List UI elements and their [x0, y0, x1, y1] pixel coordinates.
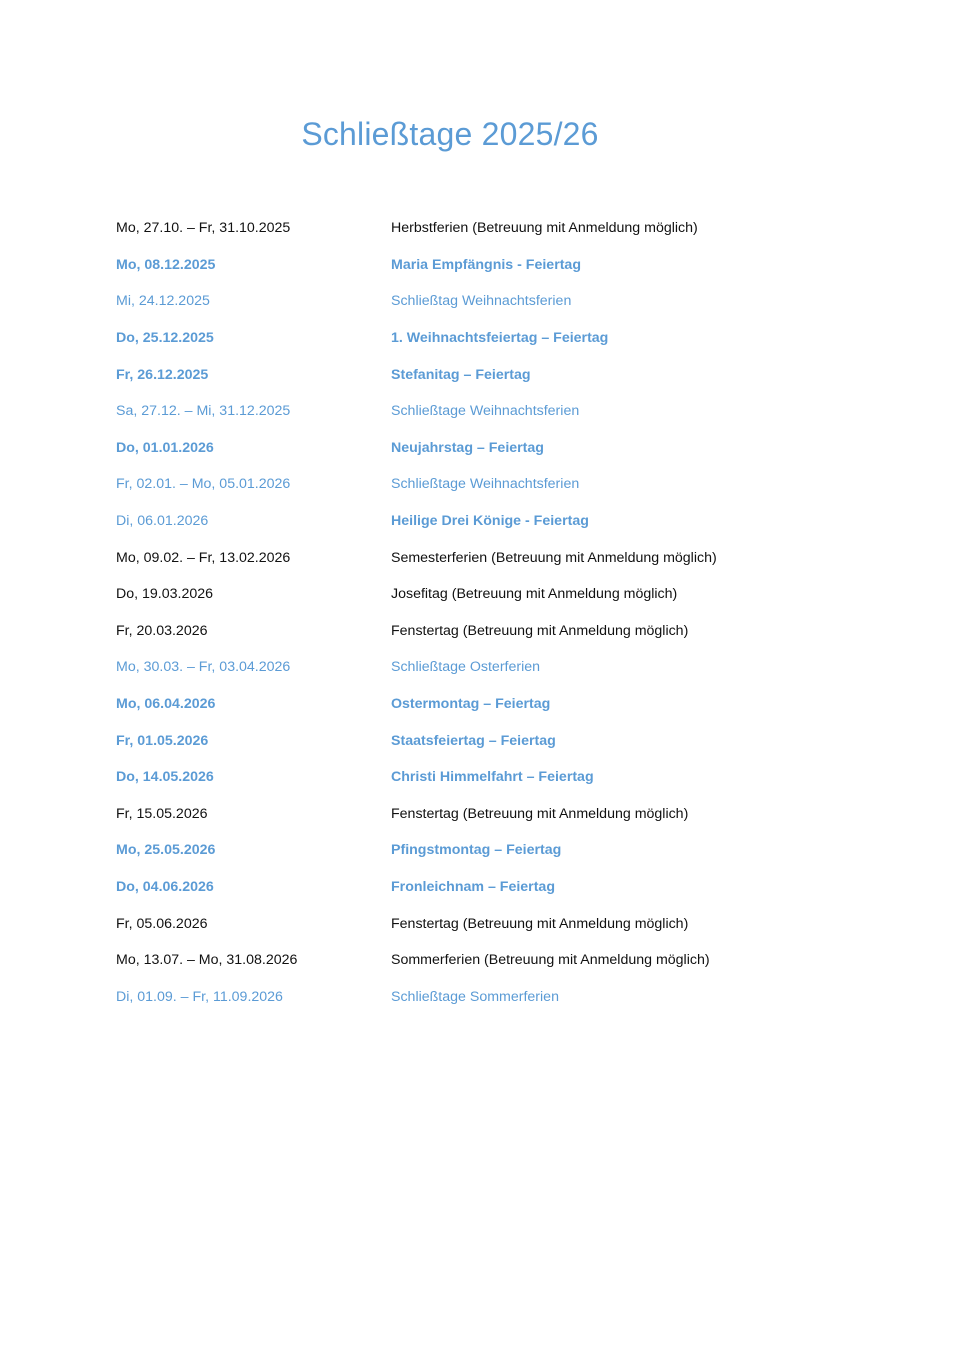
entry-date: Sa, 27.12. – Mi, 31.12.2025: [116, 403, 291, 420]
entry-date: Do, 19.03.2026: [116, 586, 214, 603]
list-item: [116, 576, 876, 613]
entry-date: Fr, 02.01. – Mo, 05.01.2026: [116, 476, 291, 493]
page-title: Schließtage 2025/26: [301, 116, 599, 152]
entry-description: Fenstertag (Betreuung mit Anmeldung möglich): [391, 805, 689, 822]
entry-description: Schließtage Osterferien: [391, 659, 541, 676]
list-item: [116, 869, 876, 906]
list-item: [116, 905, 876, 942]
entry-date: Fr, 05.06.2026: [116, 915, 208, 932]
list-item: [116, 978, 876, 1015]
entry-description: Josefitag (Betreuung mit Anmeldung möglich): [391, 586, 678, 603]
list-item: [116, 247, 876, 284]
entry-date: Mi, 24.12.2025: [116, 293, 210, 310]
entry-description: Schließtage Sommerferien: [391, 988, 559, 1005]
list-item: [116, 613, 876, 650]
entry-description: Schließtage Weihnachtsferien: [391, 403, 580, 420]
entry-date: Fr, 01.05.2026: [116, 732, 209, 749]
list-item: [116, 942, 876, 979]
entry-date: Do, 01.01.2026: [116, 439, 214, 456]
entry-description: Stefanitag – Feiertag: [391, 366, 531, 383]
entry-date: Mo, 09.02. – Fr, 13.02.2026: [116, 549, 291, 566]
list-item: [116, 796, 876, 833]
entry-description: Heilige Drei Könige - Feiertag: [391, 513, 589, 530]
entry-description: Maria Empfängnis - Feiertag: [391, 256, 581, 273]
entry-date: Di, 01.09. – Fr, 11.09.2026: [116, 988, 283, 1005]
list-item: [116, 283, 876, 320]
entry-description: Fenstertag (Betreuung mit Anmeldung möglich): [391, 915, 689, 932]
entry-date: Di, 06.01.2026: [116, 513, 209, 530]
entry-description: Sommerferien (Betreuung mit Anmeldung möglich): [391, 952, 710, 969]
entry-description: Semesterferien (Betreuung mit Anmeldung möglich): [391, 549, 717, 566]
entry-description: Herbstferien (Betreuung mit Anmeldung möglich): [391, 220, 698, 237]
entry-date: Do, 25.12.2025: [116, 330, 214, 347]
entry-date: Mo, 06.04.2026: [116, 696, 216, 713]
entry-date: Fr, 26.12.2025: [116, 366, 209, 383]
entry-description: Neujahrstag – Feiertag: [391, 439, 544, 456]
list-item: [116, 649, 876, 686]
entry-description: Schließtag Weihnachtsferien: [391, 293, 572, 310]
list-item: [116, 430, 876, 467]
entry-date: Mo, 25.05.2026: [116, 842, 216, 859]
entry-date: Mo, 13.07. – Mo, 31.08.2026: [116, 952, 298, 969]
list-item: [116, 759, 876, 796]
entry-date: Mo, 08.12.2025: [116, 256, 216, 273]
entry-date: Fr, 20.03.2026: [116, 622, 208, 639]
entry-description: Ostermontag – Feiertag: [391, 696, 551, 713]
list-item: [116, 356, 876, 393]
entry-date: Mo, 30.03. – Fr, 03.04.2026: [116, 659, 291, 676]
list-item: [116, 686, 876, 723]
list-item: [116, 320, 876, 357]
entry-description: Schließtage Weihnachtsferien: [391, 476, 580, 493]
list-item: [116, 393, 876, 430]
list-item: [116, 539, 876, 576]
list-item: [116, 832, 876, 869]
entry-date: Fr, 15.05.2026: [116, 805, 208, 822]
entry-description: 1. Weihnachtsfeiertag – Feiertag: [391, 330, 609, 347]
list-item: [116, 466, 876, 503]
entry-description: Pfingstmontag – Feiertag: [391, 842, 562, 859]
entry-date: Do, 14.05.2026: [116, 769, 214, 786]
entry-date: Do, 04.06.2026: [116, 878, 214, 895]
entry-description: Christi Himmelfahrt – Feiertag: [391, 769, 594, 786]
list-item: [116, 722, 876, 759]
list-item: [116, 210, 876, 247]
entry-date: Mo, 27.10. – Fr, 31.10.2025: [116, 220, 291, 237]
closing-days-list: [116, 210, 876, 1015]
list-item: [116, 503, 876, 540]
entry-description: Fenstertag (Betreuung mit Anmeldung möglich): [391, 622, 689, 639]
entry-description: Fronleichnam – Feiertag: [391, 878, 555, 895]
entry-description: Staatsfeiertag – Feiertag: [391, 732, 556, 749]
